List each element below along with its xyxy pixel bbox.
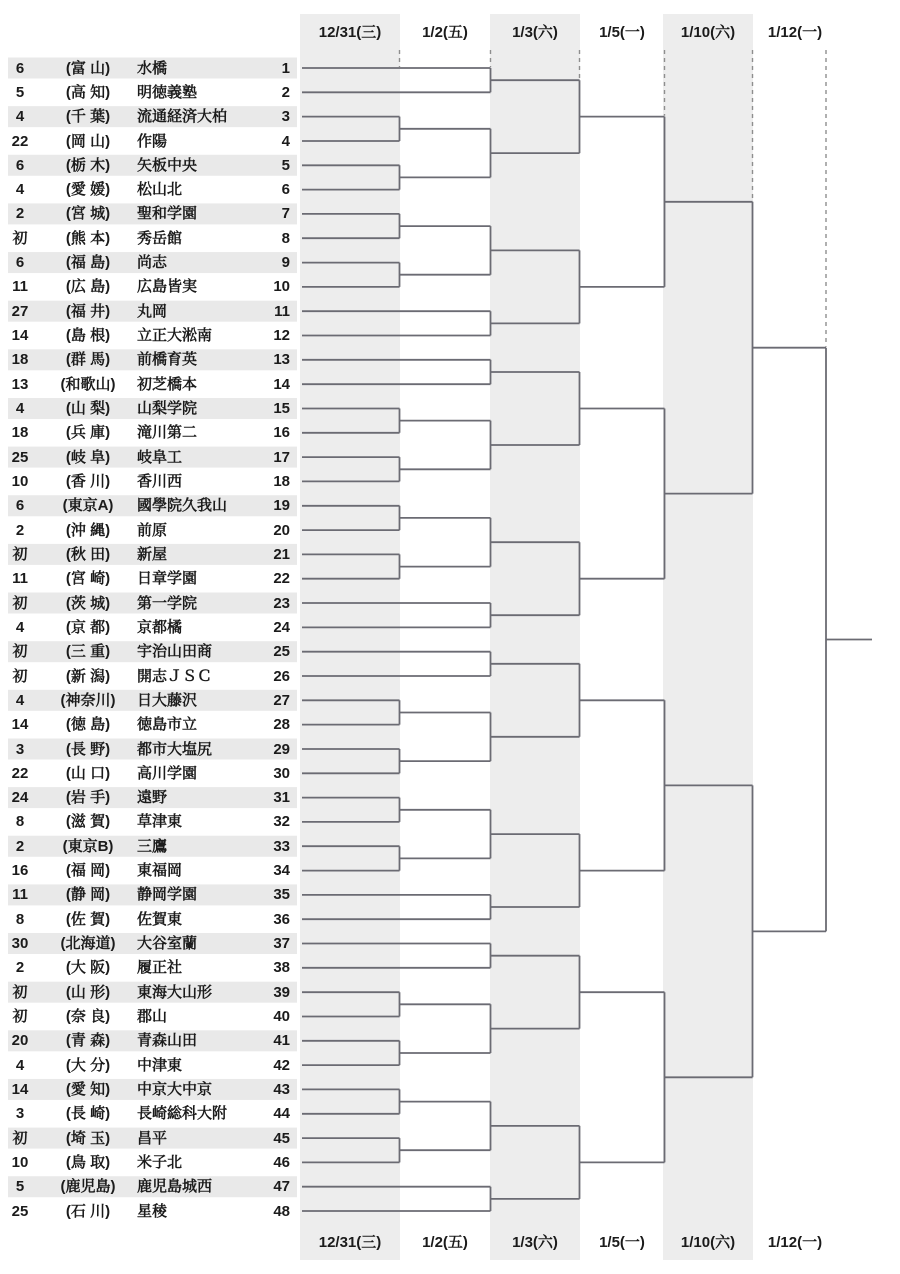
team-seed: 20 [273,521,290,539]
team-seed: 5 [281,156,290,174]
team-seed: 44 [273,1105,290,1123]
round-date-label: 1/10(六) [680,24,736,41]
team-name: 遠野 [137,789,168,807]
team-seed: 23 [273,594,290,612]
team-seed: 14 [273,375,290,393]
team-prefecture: (青 森) [65,1032,111,1050]
team-name: 新屋 [137,545,168,563]
team-name: 第一学院 [137,594,198,612]
team-seed: 16 [273,424,290,442]
team-seed: 47 [273,1178,290,1196]
team-seed: 22 [273,570,290,588]
team-name: 星稜 [137,1202,168,1220]
round-date-label: 1/3(六) [512,1234,558,1251]
team-count: 初 [12,545,28,563]
team-count: 27 [11,302,29,320]
team-count: 3 [15,740,25,758]
team-seed: 43 [273,1080,290,1098]
team-prefecture: (高 知) [65,83,111,101]
team-name: 米子北 [137,1153,183,1171]
team-prefecture: (山 口) [65,764,111,782]
team-seed: 12 [273,327,290,344]
team-seed: 37 [273,935,290,952]
team-seed: 41 [273,1032,290,1050]
team-count: 14 [11,1080,29,1098]
team-prefecture: (岩 手) [65,789,111,807]
team-name: 長崎総科大附 [137,1105,228,1123]
team-count: 5 [15,83,25,101]
team-seed: 15 [273,400,290,417]
team-prefecture: (熊 本) [65,229,111,247]
team-name: 京都橘 [137,618,183,636]
team-name: 作陽 [137,132,168,150]
team-name: 昌平 [137,1129,168,1147]
team-count: 6 [15,254,25,272]
team-prefecture: (福 島) [65,254,111,272]
team-prefecture: (滋 賀) [65,813,111,831]
team-count: 5 [15,1178,25,1196]
round-date-label: 12/31(三) [318,24,382,41]
team-prefecture: (北海道) [60,935,116,952]
team-prefecture: (神奈川) [60,691,116,709]
team-seed: 36 [273,910,290,928]
team-prefecture: (島 根) [65,327,111,344]
team-prefecture: (静 岡) [65,886,111,904]
team-name: 尚志 [137,254,168,272]
team-name: 矢板中央 [137,156,198,174]
team-seed: 26 [273,667,290,685]
team-prefecture: (広 島) [65,278,111,296]
team-count: 18 [11,351,29,369]
team-count: 初 [12,1008,28,1025]
team-seed: 1 [281,59,290,77]
team-seed: 6 [281,181,290,199]
team-count: 10 [11,472,29,490]
team-name: 大谷室蘭 [137,935,198,952]
team-seed: 8 [281,229,290,247]
team-name: 鹿児島城西 [137,1178,213,1196]
team-name: 高川学園 [137,764,198,782]
team-count: 22 [11,132,29,150]
team-name: 初芝橋本 [137,375,198,393]
team-prefecture: (山 形) [65,983,111,1001]
team-prefecture: (長 野) [65,740,111,758]
team-prefecture: (東京A) [62,497,114,515]
team-count: 初 [12,983,28,1001]
team-count: 4 [15,691,25,709]
team-count: 6 [15,156,25,174]
team-seed: 19 [273,497,290,515]
team-count: 16 [11,862,29,880]
team-name: 徳島市立 [137,716,198,734]
team-name: 水橋 [137,59,168,77]
team-count: 2 [15,959,25,977]
round-date-label: 1/5(一) [599,24,645,41]
team-count: 20 [11,1032,29,1050]
team-prefecture: (長 崎) [65,1105,111,1123]
team-prefecture: (福 岡) [65,862,111,880]
team-count: 4 [15,400,25,417]
team-prefecture: (岡 山) [65,132,111,150]
team-seed: 4 [281,132,290,150]
team-count: 初 [12,643,28,661]
team-seed: 34 [273,862,290,880]
team-prefecture: (兵 庫) [65,424,111,442]
team-name: 松山北 [137,181,183,199]
team-name: 静岡学園 [137,886,198,904]
team-count: 30 [11,935,29,952]
team-seed: 27 [273,691,290,709]
round-date-label: 1/10(六) [680,1234,736,1251]
team-seed: 28 [273,716,290,734]
team-count: 11 [12,570,28,588]
team-prefecture: (愛 知) [65,1080,111,1098]
team-prefecture: (大 阪) [65,959,111,977]
team-seed: 9 [281,254,290,272]
team-name: 中津東 [137,1056,183,1074]
team-count: 25 [11,1202,29,1220]
team-prefecture: (香 川) [65,472,111,490]
team-prefecture: (埼 玉) [65,1129,111,1147]
round-date-label: 1/5(一) [599,1234,645,1251]
team-name: 三鷹 [137,837,168,855]
team-count: 22 [11,764,29,782]
team-seed: 11 [274,302,290,320]
team-prefecture: (茨 城) [65,594,111,612]
team-name: 東海大山形 [137,983,213,1001]
team-seed: 30 [273,764,290,782]
team-name: 開志ＪＳＣ [137,667,213,685]
team-prefecture: (沖 縄) [65,521,111,539]
team-seed: 31 [273,789,290,807]
team-count: 11 [12,886,28,904]
column-separator-dashes [400,50,827,347]
team-prefecture: (鳥 取) [65,1153,111,1171]
team-prefecture: (宮 崎) [65,570,111,588]
team-name: 國學院久我山 [137,497,228,515]
team-name: 日大藤沢 [137,691,198,709]
team-name: 岐阜工 [137,448,183,466]
team-seed: 48 [273,1202,290,1220]
team-count: 14 [11,716,29,734]
team-count: 2 [15,837,25,855]
team-count: 13 [11,375,29,393]
team-count: 24 [11,789,29,807]
column-band [490,14,580,1260]
team-seed: 18 [273,472,290,490]
team-prefecture: (鹿児島) [60,1178,116,1196]
team-prefecture: (富 山) [65,59,111,77]
team-count: 6 [15,497,25,515]
team-count: 初 [12,667,28,685]
team-count: 4 [15,1056,25,1074]
column-band [300,14,400,1260]
team-prefecture: (三 重) [65,643,111,661]
team-prefecture: (群 馬) [65,351,111,369]
team-count: 10 [11,1153,29,1171]
team-seed: 13 [273,351,290,369]
team-seed: 25 [273,643,290,661]
team-name: 丸岡 [137,302,168,320]
team-seed: 10 [273,278,290,296]
team-count: 2 [15,521,25,539]
team-name: 立正大淞南 [137,327,213,344]
team-name: 前原 [137,521,168,539]
team-seed: 32 [273,813,290,831]
team-prefecture: (大 分) [65,1056,111,1074]
team-name: 山梨学院 [137,400,198,417]
team-name: 滝川第二 [137,424,198,442]
team-name: 青森山田 [137,1032,198,1050]
team-prefecture: (山 梨) [65,400,111,417]
team-seed: 42 [273,1056,290,1074]
team-seed: 24 [273,618,290,636]
team-seed: 21 [273,545,290,563]
team-name: 履正社 [137,959,183,977]
team-seed: 3 [281,108,290,126]
team-seed: 2 [281,83,290,101]
team-seed: 46 [273,1153,290,1171]
team-prefecture: (千 葉) [65,108,111,126]
round-date-label: 1/2(五) [422,1234,468,1251]
team-seed: 17 [273,448,290,466]
team-count: 25 [11,448,29,466]
round-date-label: 1/3(六) [512,24,558,41]
team-prefecture: (岐 阜) [65,448,111,466]
team-name: 郡山 [137,1008,168,1025]
team-count: 4 [15,618,25,636]
team-count: 11 [12,278,28,296]
team-seed: 40 [273,1008,290,1025]
team-prefecture: (福 井) [65,302,111,320]
round-date-label: 1/12(一) [767,24,823,41]
team-name: 宇治山田商 [137,643,213,661]
team-seed: 39 [273,983,290,1001]
team-name: 広島皆実 [137,278,198,296]
team-name: 佐賀東 [137,910,183,928]
team-prefecture: (秋 田) [65,545,111,563]
team-prefecture: (京 都) [65,618,111,636]
team-name: 日章学園 [137,570,198,588]
team-name: 草津東 [137,813,183,831]
team-prefecture: (徳 島) [65,716,111,734]
round-date-label: 1/12(一) [767,1234,823,1251]
team-name: 中京大中京 [137,1080,213,1098]
team-prefecture: (佐 賀) [65,910,111,928]
team-seed: 45 [273,1129,290,1147]
team-count: 2 [15,205,25,223]
team-count: 初 [12,1129,28,1147]
team-count: 3 [15,1105,25,1123]
team-name: 香川西 [137,472,183,490]
team-seed: 35 [273,886,290,904]
round-date-label: 12/31(三) [318,1234,382,1251]
team-prefecture: (新 潟) [65,667,111,685]
team-count: 8 [15,910,25,928]
team-prefecture: (愛 媛) [65,181,111,199]
team-name: 明徳義塾 [137,83,198,101]
team-prefecture: (栃 木) [65,156,111,174]
team-name: 秀岳館 [137,229,183,247]
team-seed: 38 [273,959,290,977]
team-seed: 7 [281,205,290,223]
team-count: 初 [12,229,28,247]
team-count: 14 [11,327,29,344]
team-prefecture: (宮 城) [65,205,111,223]
team-prefecture: (東京B) [62,837,114,855]
team-name: 東福岡 [137,862,183,880]
team-prefecture: (奈 良) [65,1008,111,1025]
team-name: 都市大塩尻 [137,740,213,758]
team-count: 初 [12,594,28,612]
round-date-label: 1/2(五) [422,24,468,41]
team-seed: 33 [273,837,290,855]
team-count: 4 [15,181,25,199]
team-count: 18 [11,424,29,442]
team-count: 8 [15,813,25,831]
team-prefecture: (石 川) [65,1202,111,1220]
team-count: 6 [15,59,25,77]
team-count: 4 [15,108,25,126]
team-name: 聖和学園 [137,205,198,223]
team-seed: 29 [273,740,290,758]
team-name: 前橋育英 [137,351,198,369]
team-name: 流通経済大柏 [137,108,228,126]
column-band [663,14,753,1260]
team-prefecture: (和歌山) [60,375,116,393]
